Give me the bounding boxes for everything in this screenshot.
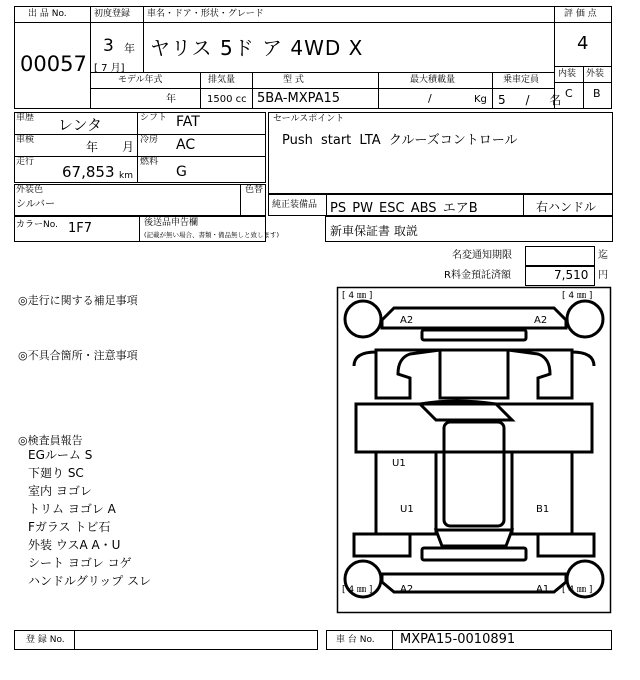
grade-label: 評 価 点: [564, 9, 597, 19]
max-load-slash: /: [428, 92, 432, 105]
mileage-label: 走行: [16, 157, 35, 167]
fuel-label: 燃料: [140, 157, 159, 167]
lot-label: 出 品 No.: [28, 9, 67, 19]
damage-mark-u1-left: U1: [392, 458, 406, 469]
grade-value: 4: [577, 33, 589, 54]
type-label: 型 式: [283, 75, 304, 85]
recycle-value: 7,510: [554, 268, 589, 282]
mileage-value: 67,853: [62, 163, 115, 181]
fuel-value: G: [176, 164, 187, 180]
damage-mark-a1-rear: A1: [536, 584, 550, 595]
report-line: 外装 ウスA A・U: [28, 538, 121, 552]
reg-no-label: 登 録 No.: [26, 635, 65, 645]
mileage-unit: km: [119, 171, 133, 181]
report-line: 下廻り SC: [28, 466, 84, 480]
report-line: 室内 ヨゴレ: [28, 484, 92, 498]
tire-fr-depth: [ 4 ㎜ ]: [562, 291, 593, 301]
color-value: シルバー: [16, 199, 56, 210]
name-change-unit: 迄: [598, 250, 608, 261]
tire-rl-depth: [ 4 ㎜ ]: [342, 585, 373, 595]
shift-value: FAT: [176, 114, 200, 130]
report-title: ◎検査員報告: [18, 434, 83, 447]
car-name: ヤリス 5ド ア 4WD X: [150, 36, 364, 60]
aircon-label: 冷房: [140, 135, 159, 145]
tire-rr-depth: [ 4 ㎜ ]: [562, 585, 593, 595]
displacement-value: 1500 cc: [207, 94, 247, 105]
inspection-label: 車検: [16, 135, 35, 145]
docs-value: 新車保証書 取説: [330, 224, 418, 238]
recycle-label: R料金預託済額: [444, 270, 511, 281]
recolor-label: 色替: [245, 185, 264, 195]
first-reg-year: 3: [103, 36, 114, 56]
capacity-value: 5 / 名: [498, 93, 562, 107]
tire-fl-depth: [ 4 ㎜ ]: [342, 291, 373, 301]
damage-mark-a2-front-right: A2: [534, 315, 548, 326]
max-load-unit: Kg: [474, 94, 487, 105]
aircon-value: AC: [176, 137, 196, 153]
chassis-value: MXPA15-0010891: [400, 632, 516, 647]
exterior-grade: B: [593, 87, 601, 100]
chassis-label: 車 台 No.: [336, 635, 375, 645]
report-line: トリム ヨゴレ A: [28, 502, 116, 516]
recycle-unit: 円: [598, 270, 608, 281]
damage-mark-u1-door: U1: [400, 504, 414, 515]
sales-label: セールスポイント: [273, 114, 345, 124]
first-reg-month: [ 7 月]: [94, 63, 125, 74]
history-label: 車歴: [16, 113, 35, 123]
equip-value: PS PW ESC ABS エアB: [330, 201, 478, 216]
car-name-label: 車名・ドア・形状・グレード: [147, 9, 264, 19]
colorno-label: カラーNo.: [16, 220, 58, 230]
type-value: 5BA-MXPA15: [257, 91, 341, 106]
history-value: レンタ: [58, 116, 103, 134]
damage-mark-b1-door: B1: [536, 504, 550, 515]
report-line: Fガラス トビ石: [28, 520, 111, 534]
name-change-box: [525, 246, 595, 266]
docs-label: 後送品申告欄: [144, 218, 199, 228]
handle-value: 右ハンドル: [536, 200, 597, 214]
supp-title: ◎走行に関する補足事項: [18, 294, 138, 307]
first-reg-label: 初度登録: [94, 9, 131, 19]
shift-label: シフト: [140, 113, 168, 123]
model-year-unit: 年: [166, 94, 176, 105]
interior-label: 内装: [558, 69, 577, 79]
model-year-label: モデル年式: [118, 75, 163, 85]
capacity-label: 乗車定員: [503, 75, 540, 85]
displacement-label: 排気量: [208, 75, 236, 85]
docs-note: (記載が無い場合、書類・備品無しと致します): [144, 231, 280, 239]
damage-mark-a2-rear: A2: [400, 584, 414, 595]
max-load-label: 最大積載量: [410, 75, 456, 85]
equip-label: 純正装備品: [272, 200, 318, 210]
defect-title: ◎不具合箇所・注意事項: [18, 349, 138, 362]
inspection-year: 年: [86, 140, 99, 154]
color-label: 外装色: [16, 185, 44, 195]
lot-number: 00057: [20, 52, 87, 76]
report-line: EGルーム S: [28, 448, 93, 462]
inspection-month: 月: [122, 140, 135, 154]
report-line: シート ヨゴレ コゲ: [28, 556, 132, 570]
damage-mark-a2-front-left: A2: [400, 315, 414, 326]
colorno-value: 1F7: [68, 221, 93, 236]
exterior-label: 外装: [586, 69, 605, 79]
name-change-label: 名変通知期限: [452, 250, 512, 261]
sales-value: Push start LTA クルーズコントロール: [282, 133, 518, 148]
interior-grade: C: [565, 87, 573, 100]
first-reg-year-unit: 年: [124, 42, 135, 55]
report-line: ハンドルグリップ スレ: [28, 574, 152, 588]
car-damage-diagram: [336, 286, 612, 616]
